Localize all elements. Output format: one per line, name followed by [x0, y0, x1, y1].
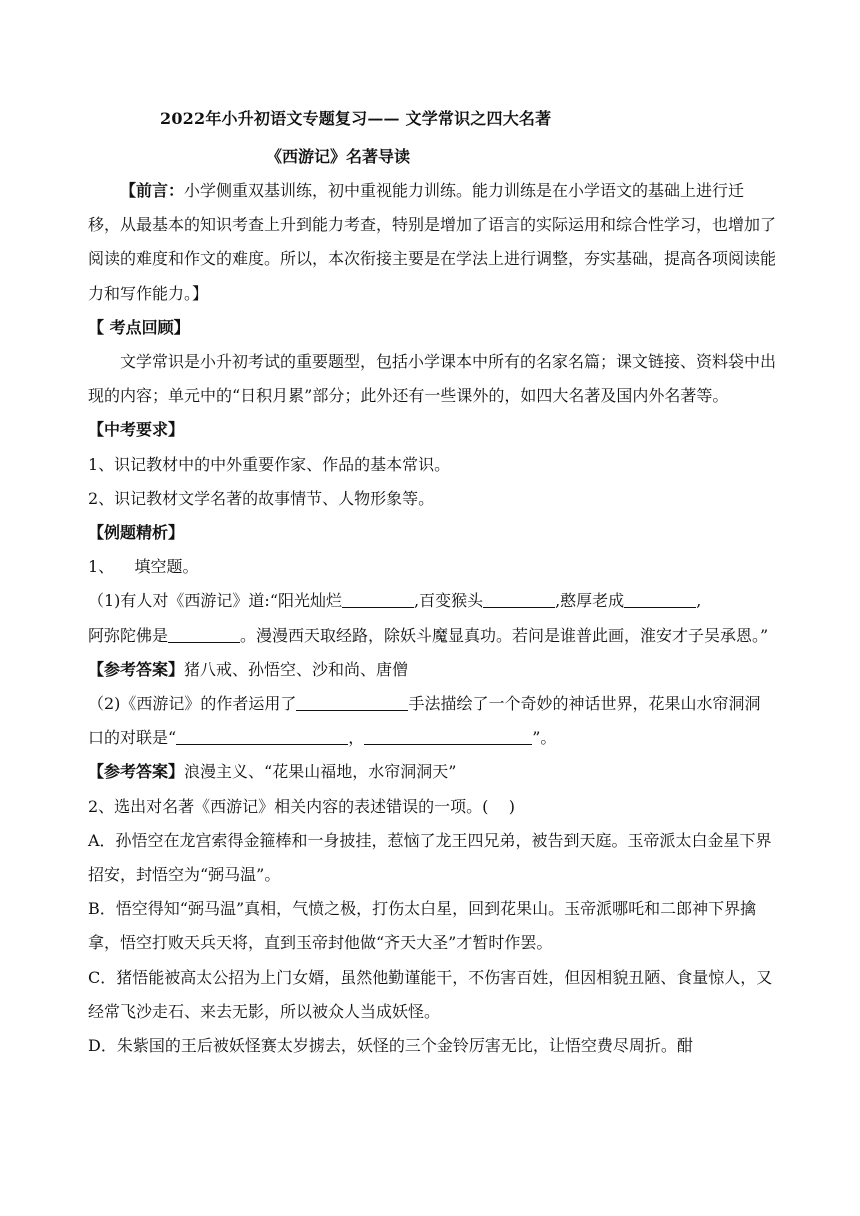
q1-1-text-a: （1)有人对《西游记》道:“阳光灿烂	[88, 591, 342, 611]
question-1-title: 1、 填空题。	[88, 557, 199, 577]
question-2-title: 2、选出对名著《西游记》相关内容的表述错误的一项。( )	[88, 796, 516, 816]
fill-blank	[364, 727, 532, 745]
answer-label: 【参考答案】	[88, 659, 185, 679]
fill-blank	[296, 693, 408, 711]
document-subtitle: 《西游记》名著导读	[266, 147, 411, 166]
answer-1-1	[88, 653, 776, 687]
q1-1-text-f: 。漫漫西天取经路，除妖斗魔显真功。若问是谁普此画，淮安才子吴承恩。”	[240, 625, 769, 645]
question-1-2	[88, 687, 776, 755]
q1-1-text-e: 阿弥陀佛是	[88, 625, 169, 645]
q1-2-text-c: ，	[348, 728, 365, 748]
fill-blank	[483, 591, 555, 609]
answer-text: 猪八戒、孙悟空、沙和尚、唐僧	[184, 659, 409, 679]
preface-paragraph	[88, 174, 776, 311]
requirement-item: 2、识记教材文学名著的故事情节、人物形象等。	[88, 488, 435, 508]
fill-blank	[624, 591, 696, 609]
option-d: D．朱紫国的王后被妖怪赛太岁掳去，妖怪的三个金铃厉害无比，让悟空费尽周折。酣	[88, 1036, 693, 1056]
q1-2-text-b: 手法描绘了一个奇妙的神话世界，花果山水帘洞洞口的对联是“	[88, 694, 761, 748]
preface-label: 【前言：	[120, 181, 185, 200]
q1-1-text-b: ,百变猴头	[414, 591, 484, 611]
fill-blank	[168, 625, 240, 643]
q1-2-text-a: （2)《西游记》的作者运用了	[88, 694, 297, 714]
option-a: A．孙悟空在龙宫索得金箍棒和一身披挂，惹恼了龙王四兄弟，被告到天庭。玉帝派太白金星下界招安，封悟空为“弼马温”。	[88, 830, 772, 885]
fill-blank	[176, 727, 348, 745]
fill-blank	[342, 591, 414, 609]
answer-text: 浪漫主义、“花果山福地，水帘洞洞天”	[184, 762, 457, 782]
requirements-heading: 【中考要求】	[88, 420, 185, 440]
document-body	[88, 174, 776, 1063]
document-title: 2022年小升初语文专题复习—— 文学常识之四大名著	[160, 109, 552, 128]
review-text: 文学常识是小升初考试的重要题型，包括小学课本中所有的名家名篇；课文链接、资料袋中出现的内容；单元中的“日积月累”部分；此外还有一些课外的，如四大名著及国内外名著等。	[88, 352, 777, 406]
q1-1-text-c: ,憨厚老成	[555, 591, 625, 611]
preface-text: 小学侧重双基训练，初中重视能力训练。能力训练是在小学语文的基础上进行迁移，从最基本的知识考查上升到能力考查，特别是增加了语言的实际运用和综合性学习，也增加了阅读的难度和作文的难度。所以，本次衔接主要是在学法上进行调整，夯实基础，提高各项阅读能力和写作能力。】	[88, 181, 777, 303]
requirement-item: 1、识记教材中的中外重要作家、作品的基本常识。	[88, 454, 451, 474]
answer-1-2	[88, 755, 776, 789]
q1-2-text-d: ”。	[532, 728, 557, 748]
q1-1-text-d: ,	[696, 591, 702, 611]
option-b: B．悟空得知“弼马温”真相，气愤之极，打伤太白星，回到花果山。玉帝派哪吒和二郎神下界擒拿，悟空打败天兵天将，直到玉帝封他做“齐天大圣”才暂时作罢。	[88, 899, 757, 953]
review-heading: 【 考点回顾】	[88, 317, 190, 337]
answer-label: 【参考答案】	[88, 762, 185, 782]
examples-heading: 【例题精析】	[88, 523, 185, 543]
option-c: C．猪悟能被高太公招为上门女婿，虽然他勤谨能干，不伤害百姓，但因相貌丑陋、食量惊人，又经常飞沙走石、来去无影，所以被众人当成妖怪。	[88, 967, 773, 1021]
question-1-1	[88, 584, 776, 652]
